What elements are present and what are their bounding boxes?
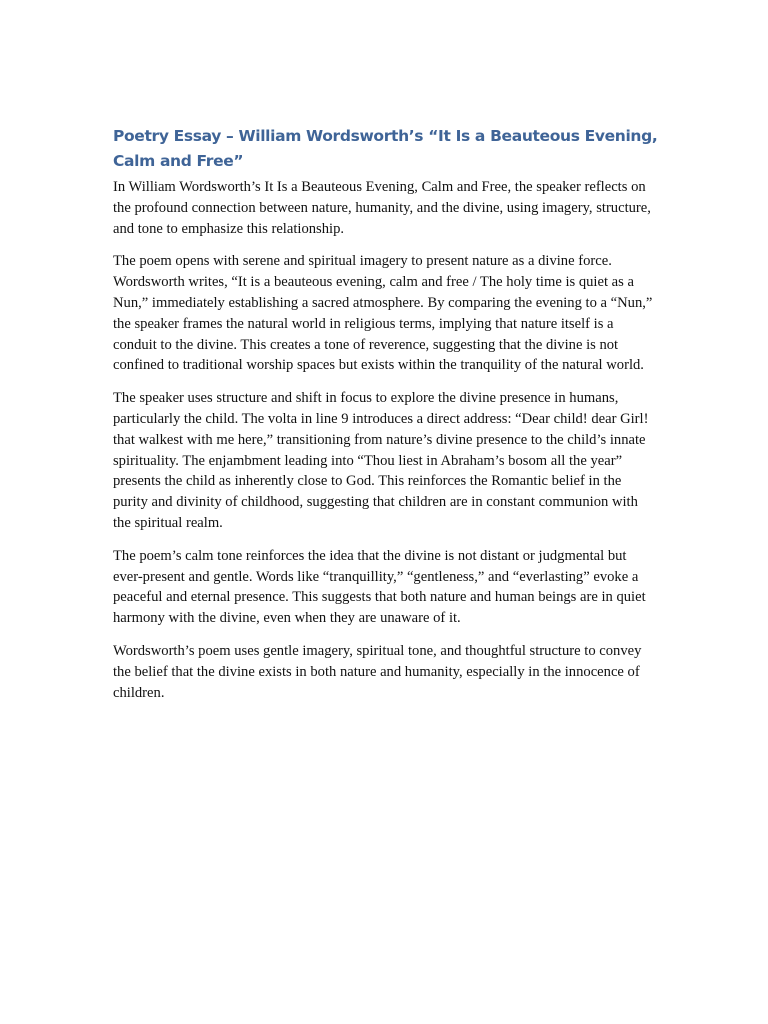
essay-title: Poetry Essay – William Wordsworth’s “It Is a Beauteous Evening, Calm and Free” bbox=[113, 127, 658, 170]
conclusion-paragraph: Wordsworth’s poem uses gentle imagery, spiritual tone, and thoughtful structure to convey the belief that the divine exists in both nature and humanity, especially in the innocence of children. bbox=[113, 642, 642, 701]
structure-paragraph: The speaker uses structure and shift in focus to explore the divine presence in humans, particularly the child. The volta in line 9 introduces a direct address: “Dear child! dear Girl! that walkest with me here,” transitioning from nature’s divine presence to the child’s innate spirituality. The enjambment leading into “Thou liest in Abraham’s bosom all the year” presents the child as inherently close to God. This reinforces the Romantic belief in the purity and divinity of childhood, suggesting that children are in constant communion with the spiritual realm. bbox=[113, 390, 649, 531]
intro-paragraph: In William Wordsworth’s It Is a Beauteous Evening, Calm and Free, the speaker reflects on the profound connection between nature, humanity, and the divine, using imagery, structure, and tone to emphasize this relationship. bbox=[113, 179, 651, 237]
imagery-paragraph: The poem opens with serene and spiritual imagery to present nature as a divine force. Wordsworth writes, “It is a beauteous evening, calm and free / The holy time is quiet as a Nun,” immediately establishing a sacred atmosphere. By comparing the evening to a “Nun,” the speaker frames the natural world in religious terms, implying that nature itself is a conduit to the divine. This creates a tone of reverence, suggesting that the divine is not confined to traditional worship spaces but exists within the tranquility of the natural world. bbox=[113, 253, 653, 374]
document-page bbox=[113, 124, 658, 715]
tone-paragraph: The poem’s calm tone reinforces the idea that the divine is not distant or judgmental but ever-present and gentle. Words like “tranquillity,” “gentleness,” and “everlasting” evoke a peaceful and eternal presence. This suggests that both nature and human beings are in quiet harmony with the divine, even when they are unaware of it. bbox=[113, 547, 646, 627]
